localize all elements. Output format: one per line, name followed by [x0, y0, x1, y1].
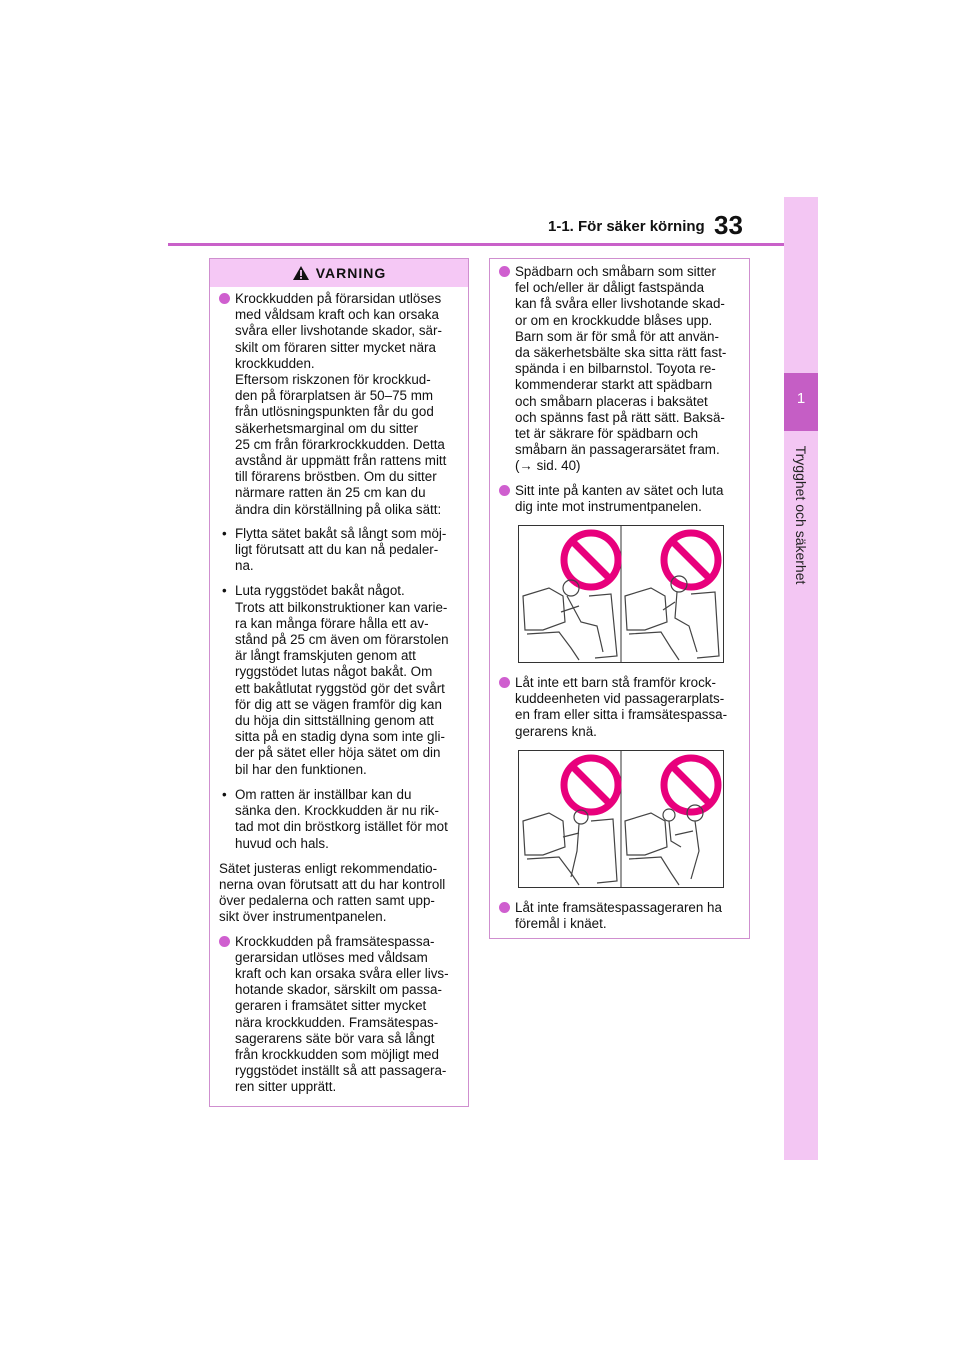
warning-label: VARNING: [315, 265, 387, 281]
text-line: krockkudden.: [235, 355, 315, 371]
item-text: [235, 787, 461, 852]
item-text: [515, 675, 742, 740]
text-line: ändra din körställning på olika sätt:: [235, 501, 442, 517]
text-line: ren sitter upprätt.: [235, 1079, 337, 1095]
text-line: för dig att se vägen framför dig kan: [235, 696, 442, 712]
text-line: Låt inte ett barn stå framför krock-: [515, 675, 716, 691]
text-line: tad mot din bröstkorg istället för mot: [235, 819, 448, 835]
chapter-number: 1: [796, 390, 806, 407]
bullet-circle-icon: [499, 902, 510, 913]
chapter-label: Trygghet och säkerhet: [793, 445, 809, 585]
text-line: och småbarn placeras i baksätet: [515, 393, 708, 409]
list-item: [499, 264, 742, 475]
text-line: fel och/eller är dåligt fastspända: [515, 280, 705, 296]
bullet-dot-icon: •: [222, 583, 227, 599]
text-line: huvud och hals.: [235, 835, 329, 851]
text-line: (→ sid. 40): [515, 458, 581, 474]
section-title: 1-1. För säker körning: [548, 218, 705, 235]
text-line: nerna ovan förutsatt att du har kontroll: [219, 876, 446, 892]
text-line: da säkerhetsbälte ska sitta rätt fast-: [515, 345, 727, 361]
text-line: sitta på en stadig dyna som inte gli-: [235, 729, 445, 745]
text-line: från utlösningspunkten får du god: [235, 404, 434, 420]
text-line: 25 cm från förarkrockkudden. Detta: [235, 436, 445, 452]
paragraph: [219, 861, 461, 926]
list-item: [219, 934, 461, 1096]
text-line: kuddeenheten vid passagerarplats-: [515, 691, 725, 707]
text-line: gerarsidan utlöses med våldsam: [235, 949, 428, 965]
text-line: bil har den funktionen.: [235, 761, 367, 777]
text-line: Trots att bilkonstruktioner kan varie-: [235, 599, 448, 615]
item-text: [515, 264, 742, 475]
text-line: skilt om föraren sitter mycket nära: [235, 339, 436, 355]
text-line: med våldsam kraft och kan orsaka: [235, 307, 439, 323]
list-item: [499, 675, 742, 740]
text-line: ett bakåtlutat ryggstöd gör det svårt: [235, 680, 445, 696]
text-line: sänka den. Krockkudden är nu rik-: [235, 803, 439, 819]
item-text: [235, 934, 461, 1096]
warning-box-left: [209, 258, 469, 1107]
text-line: Luta ryggstödet bakåt något.: [235, 583, 405, 599]
sub-list-item: [219, 526, 461, 575]
text-line: ryggstödet lutas något bakåt. Om: [235, 664, 433, 680]
text-line: Sätet justeras enligt rekommendatio-: [219, 860, 438, 876]
text-line: kommenderar starkt att spädbarn: [515, 377, 713, 393]
prohibition-icon: [664, 758, 718, 812]
bullet-circle-icon: [499, 266, 510, 277]
text-line: svåra eller livshotande skador, sär-: [235, 323, 442, 339]
text-line: från krockkudden som möjligt med: [235, 1046, 439, 1062]
warning-header: [210, 259, 468, 287]
item-text: [235, 583, 461, 777]
warning-box-right: [489, 258, 750, 939]
text-line: Eftersom riskzonen för krockkud-: [235, 372, 431, 388]
text-line: säkerhetsmarginal om du sitter: [235, 420, 419, 436]
text-line: föremål i knäet.: [515, 916, 607, 932]
text-line: en fram eller sitta i framsätespassa-: [515, 707, 728, 723]
text-line: över pedalerna och ratten samt upp-: [219, 893, 435, 909]
text-line: tet är säkrare för spädbarn och: [515, 426, 699, 442]
list-item: [219, 291, 461, 518]
text-line: der på sätet eller höja sätet om din: [235, 745, 441, 761]
header-divider: [168, 243, 786, 246]
text-line: närmare ratten än 25 cm kan du: [235, 485, 426, 501]
text-line: or om en krockkudde blåses upp.: [515, 312, 713, 328]
illustration-leaning-forward: [518, 525, 724, 663]
text-line: Flytta sätet bakåt så långt som möj-: [235, 525, 447, 541]
text-line: du höja din sittställning genom att: [235, 713, 434, 729]
list-item: [499, 900, 742, 932]
item-text: [235, 291, 461, 518]
bullet-dot-icon: •: [222, 786, 227, 802]
chapter-side-tab: [784, 197, 818, 1160]
sub-list-item: [219, 583, 461, 777]
text-line: till förarens bröstben. Om du sitter: [235, 469, 437, 485]
text-line: ra kan många förare hålla ett av-: [235, 615, 429, 631]
text-line: gerarens knä.: [515, 723, 597, 739]
bullet-circle-icon: [219, 936, 230, 947]
text-line: kan få svåra eller livshotande skad-: [515, 296, 725, 312]
text-line: är långt framskjuten genom att: [235, 648, 416, 664]
text-line: småbarn än passagerarsätet fram.: [515, 442, 720, 458]
illustration-child-standing: [518, 750, 724, 888]
text-line: stånd på 25 cm även om förarstolen: [235, 632, 449, 648]
prohibition-icon: [564, 533, 618, 587]
bullet-circle-icon: [499, 677, 510, 688]
text-line: Krockkudden på framsätespassa-: [235, 933, 435, 949]
text-line: hotande skador, särskilt om passa-: [235, 982, 442, 998]
text-line: sikt över instrumentpanelen.: [219, 909, 387, 925]
warning-triangle-icon: [292, 265, 310, 281]
text-line: geraren i framsätet sitter mycket: [235, 998, 427, 1014]
bullet-circle-icon: [499, 485, 510, 496]
text-line: Om ratten är inställbar kan du: [235, 786, 412, 802]
text-line: Barn som är för små för att använ-: [515, 328, 719, 344]
text-line: den på förarplatsen är 50–75 mm: [235, 388, 434, 404]
text-line: Krockkudden på förarsidan utlöses: [235, 291, 442, 306]
bullet-circle-icon: [219, 293, 230, 304]
text-line: nära krockkudden. Framsätespas-: [235, 1014, 439, 1030]
text-line: Spädbarn och småbarn som sitter: [515, 264, 716, 279]
prohibition-icon: [564, 758, 618, 812]
text-line: ryggstödet inställt så att passagera-: [235, 1063, 447, 1079]
bullet-dot-icon: •: [222, 525, 227, 541]
text-line: sagerarens säte bör vara så långt: [235, 1030, 435, 1046]
text-line: kraft och kan orsaka svåra eller livs-: [235, 965, 449, 981]
sub-list-item: [219, 787, 461, 852]
text-line: na.: [235, 558, 254, 574]
text-line: Sitt inte på kanten av sätet och luta: [515, 482, 724, 498]
text-line: dig inte mot instrumentpanelen.: [515, 498, 702, 514]
item-text: [235, 526, 461, 575]
text-line: ligt förutsatt att du kan nå pedaler-: [235, 542, 439, 558]
item-text: [515, 900, 742, 932]
text-line: spända i en bilbarnstol. Toyota re-: [515, 361, 716, 377]
text-line: avstånd är uppmätt från rattens mitt: [235, 453, 447, 469]
item-text: [515, 483, 742, 515]
page-number: 33: [714, 210, 743, 240]
text-line: Låt inte framsätespassageraren ha: [515, 899, 722, 915]
text-line: och spänns fast på rätt sätt. Baksä-: [515, 409, 725, 425]
list-item: [499, 483, 742, 515]
